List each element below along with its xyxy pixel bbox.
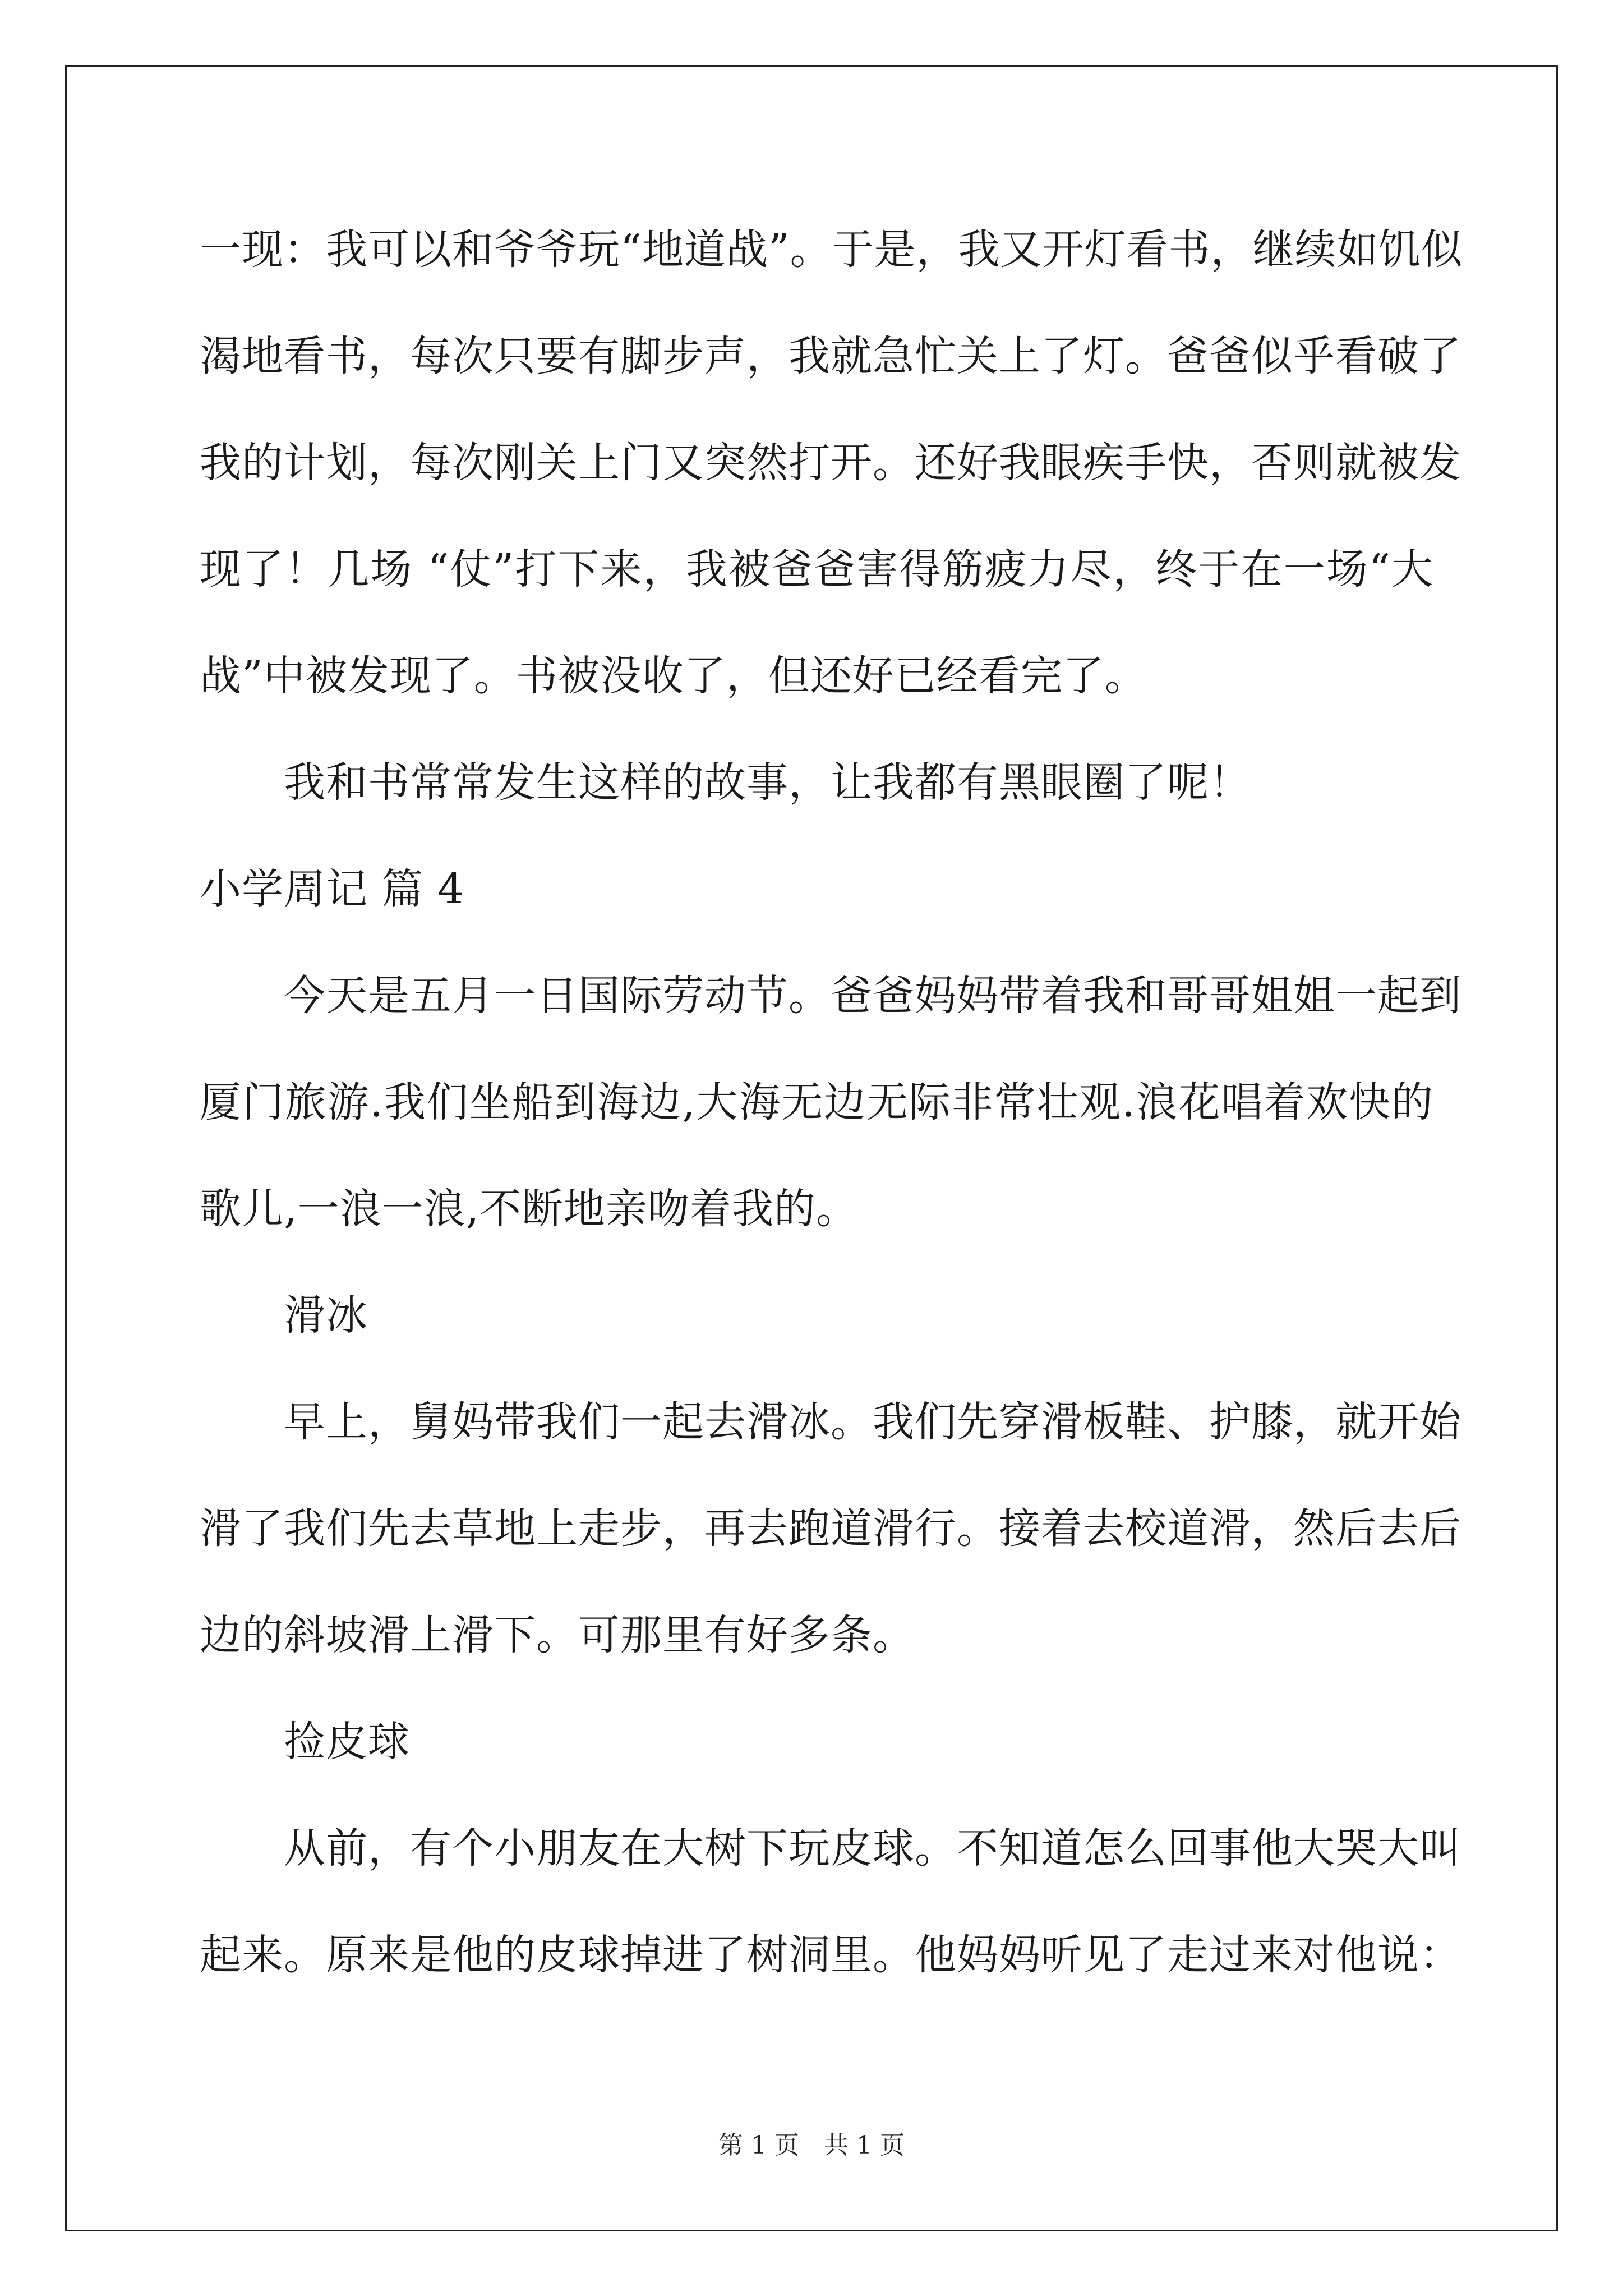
text-line: 今天是五月一日国际劳动节。爸爸妈妈带着我和哥哥姐姐一起到 [284,972,1461,1020]
text-line: 边的斜坡滑上滑下。可那里有好多条。 [200,1611,915,1659]
text-line: 一现：我可以和爷爷玩“地道战”。于是，我又开灯看书，继续如饥似 [200,226,1463,274]
document-body [200,208,1463,2019]
subtitle: 滑冰 [284,1291,368,1340]
text-line: 我的计划，每次刚关上门又突然打开。还好我眼疾手快，否则就被发 [200,439,1461,487]
text-line: 渴地看书，每次只要有脚步声，我就急忙关上了灯。爸爸似乎看破了 [200,332,1461,380]
text-line: 我和书常常发生这样的故事，让我都有黑眼圈了呢！ [284,758,1251,807]
page-footer: 第 1 页 共 1 页 [718,2131,905,2160]
text-line: 歌儿,一浪一浪,不断地亲吻着我的。 [200,1185,859,1233]
section-heading: 小学周记 篇 4 [200,865,465,913]
text-line: 厦门旅游.我们坐船到海边,大海无边无际非常壮观.浪花唱着欢快的 [200,1078,1433,1126]
text-line: 战”中被发现了。书被没收了，但还好已经看完了。 [200,652,1147,700]
text-line: 现了！几场 “仗”打下来，我被爸爸害得筋疲力尽，终于在一场“大 [200,545,1433,593]
text-line: 从前，有个小朋友在大树下玩皮球。不知道怎么回事他大哭大叫 [284,1824,1461,1872]
subtitle: 捡皮球 [284,1718,410,1766]
text-line: 起来。原来是他的皮球掉进了树洞里。他妈妈听见了走过来对他说： [200,1931,1461,1979]
text-line: 滑了我们先去草地上走步，再去跑道滑行。接着去校道滑，然后去后 [200,1504,1461,1553]
text-line: 早上，舅妈带我们一起去滑冰。我们先穿滑板鞋、护膝，就开始 [284,1398,1461,1446]
